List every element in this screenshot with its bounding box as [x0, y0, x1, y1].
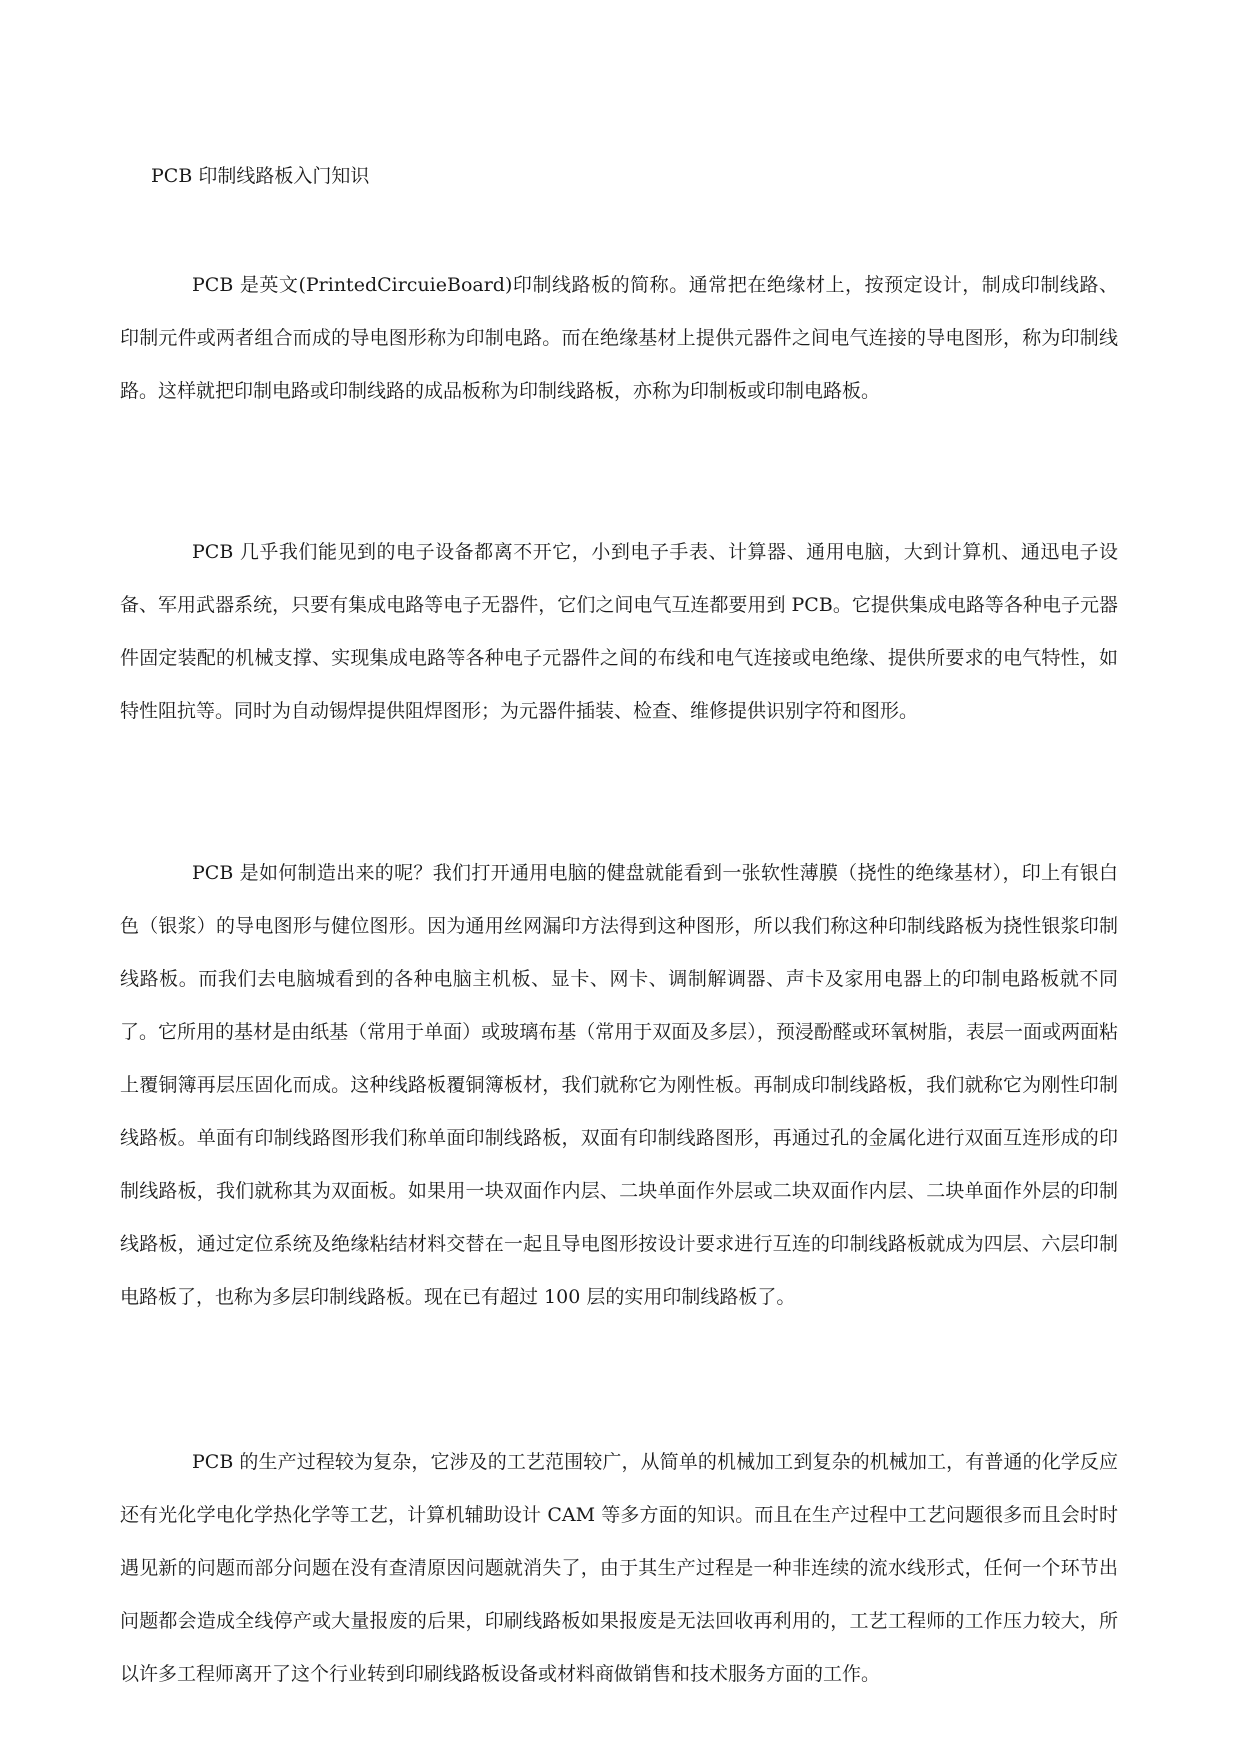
paragraph-pcb-production-process: PCB 的生产过程较为复杂，它涉及的工艺范围较广，从简单的机械加工到复杂的机械加工，有普通的化学反应还有光化学电化学热化学等工艺，计算机辅助设计 CAM 等多方面的知识。而且在生产过程中工艺问题很多而且会时时遇见新的问题而部分问题在没有查清原因问题就消失了，由于其生产过程是一种非连续的流水线形式，任何一个环节出问题都会造成全线停产或大量报废的后果，印刷线路板如果报废是无法回收再利用的，工艺工程师的工作压力较大，所以许多工程师离开了这个行业转到印刷线路板设备或材料商做销售和技术服务方面的工作。 — [120, 1451, 1118, 1685]
paragraph-pcb-applications: PCB 几乎我们能见到的电子设备都离不开它，小到电子手表、计算器、通用电脑，大到计算机、通迅电子设备、军用武器系统，只要有集成电路等电子无器件，它们之间电气互连都要用到 PCB。它提供集成电路等各种电子元器件固定装配的机械支撑、实现集成电路等各种电子元器件之间的布线和电气连接或电绝缘、提供所要求的电气特性，如特性阻抗等。同时为自动锡焊提供阻焊图形；为元器件插装、检查、维修提供识别字符和图形。 — [120, 541, 1118, 722]
paragraph-pcb-definition: PCB 是英文(PrintedCircuieBoard)印制线路板的简称。通常把在绝缘材上，按预定设计，制成印制线路、印制元件或两者组合而成的导电图形称为印制电路。而在绝缘基材上提供元器件之间电气连接的导电图形，称为印制线路。这样就把印制电路或印制线路的成品板称为印制线路板，亦称为印制板或印制电路板。 — [120, 274, 1118, 402]
document-title: PCB 印制线路板入门知识 — [151, 165, 370, 187]
paragraph-pcb-manufacturing: PCB 是如何制造出来的呢？我们打开通用电脑的健盘就能看到一张软性薄膜（挠性的绝缘基材），印上有银白色（银浆）的导电图形与健位图形。因为通用丝网漏印方法得到这种图形，所以我们称这种印制线路板为挠性银浆印制线路板。而我们去电脑城看到的各种电脑主机板、显卡、网卡、调制解调器、声卡及家用电器上的印制电路板就不同了。它所用的基材是由纸基（常用于单面）或玻璃布基（常用于双面及多层），预浸酚醛或环氧树脂，表层一面或两面粘上覆铜簿再层压固化而成。这种线路板覆铜簿板材，我们就称它为刚性板。再制成印制线路板，我们就称它为刚性印制线路板。单面有印制线路图形我们称单面印制线路板，双面有印制线路图形，再通过孔的金属化进行双面互连形成的印制线路板，我们就称其为双面板。如果用一块双面作内层、二块单面作外层或二块双面作内层、二块单面作外层的印制线路板，通过定位系统及绝缘粘结材料交替在一起且导电图形按设计要求进行互连的印制线路板就成为四层、六层印制电路板了，也称为多层印制线路板。现在已有超过 100 层的实用印制线路板了。 — [120, 862, 1118, 1308]
